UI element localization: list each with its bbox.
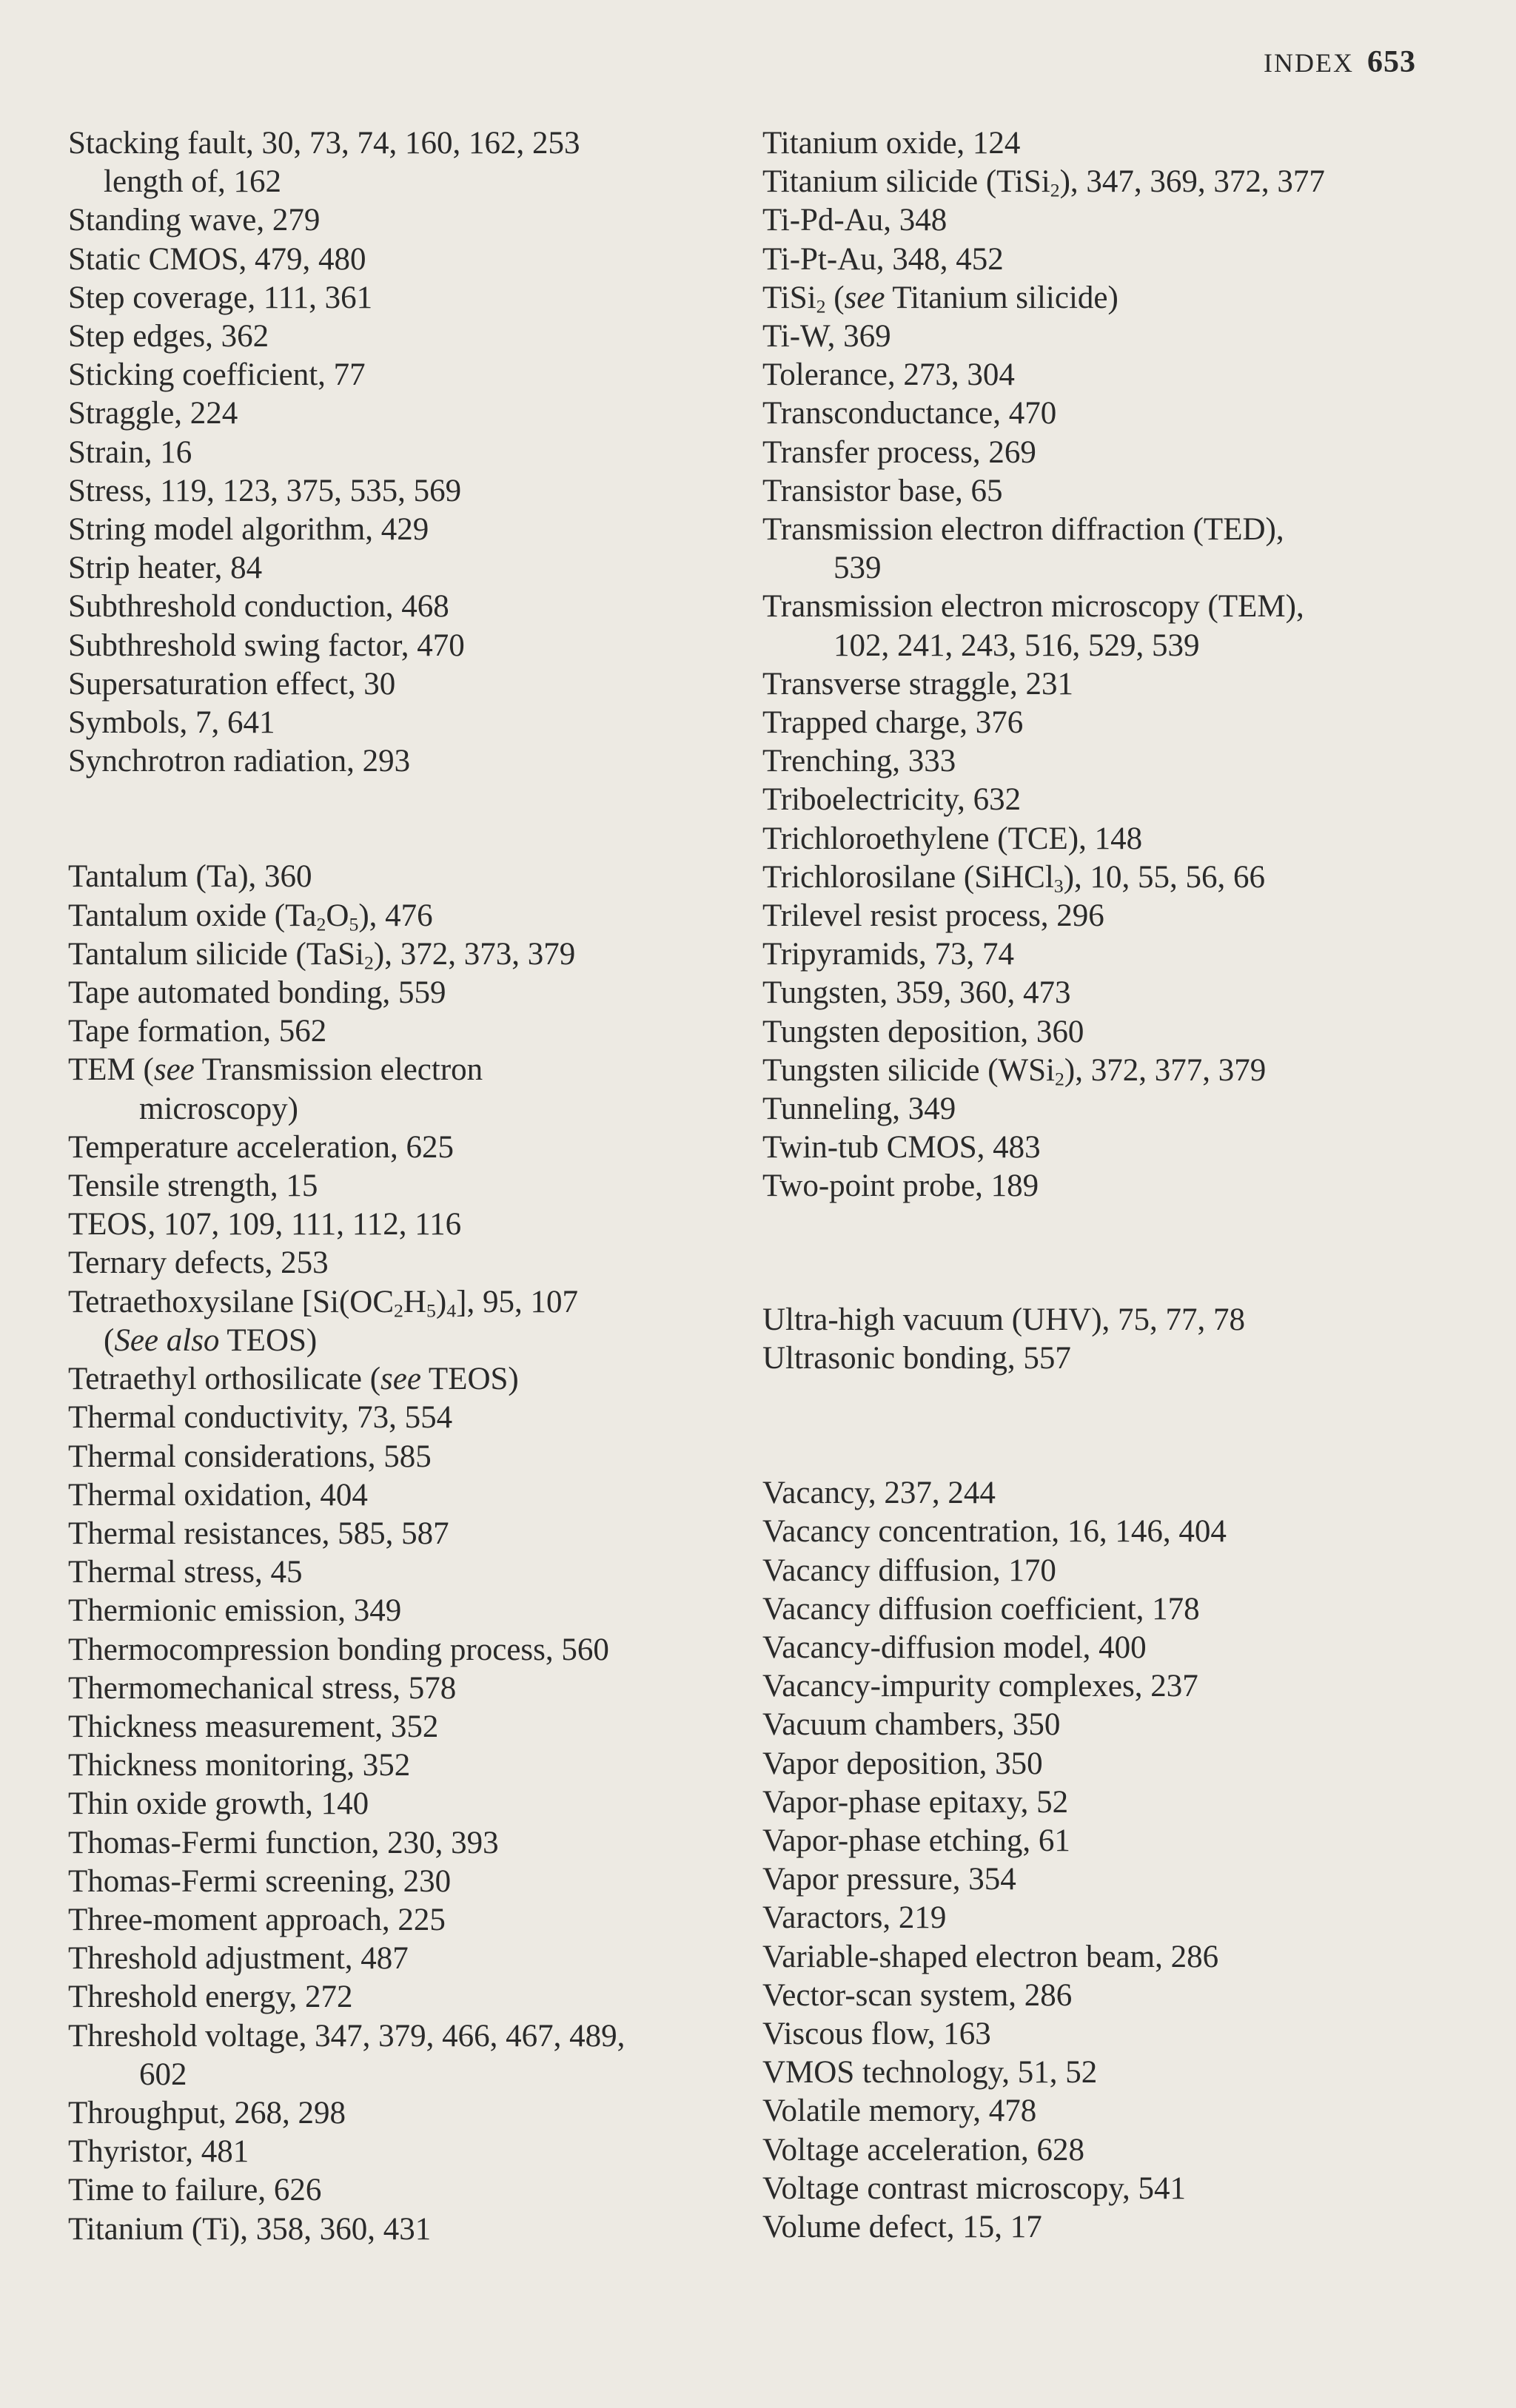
index-entry: Ultra-high vacuum (UHV), 75, 77, 78 — [762, 1302, 1246, 1337]
index-entry: Strip heater, 84 — [68, 551, 263, 586]
index-entry: Tungsten deposition, 360 — [762, 1014, 1084, 1049]
index-entry: Viscous flow, 163 — [762, 2016, 991, 2051]
index-entry: Trapped charge, 376 — [762, 705, 1024, 741]
index-entry: Thermal resistances, 585, 587 — [68, 1516, 449, 1551]
index-entry: Ti-Pd-Au, 348 — [762, 203, 948, 238]
index-entry: Three-moment approach, 225 — [68, 1902, 446, 1937]
index-entry: Subthreshold conduction, 468 — [68, 589, 449, 625]
index-entry: Thermal oxidation, 404 — [68, 1477, 368, 1513]
index-entry-continuation: 102, 241, 243, 516, 529, 539 — [834, 628, 1200, 663]
index-entry: Symbols, 7, 641 — [68, 705, 275, 741]
index-entry: Vacancy-diffusion model, 400 — [762, 1630, 1147, 1665]
index-entry: Vacuum chambers, 350 — [762, 1707, 1061, 1743]
index-entry: Transmission electron microscopy (TEM), — [762, 589, 1304, 625]
index-entry: Transverse straggle, 231 — [762, 666, 1073, 702]
page-number: 653 — [1367, 45, 1416, 79]
index-entry: TEOS, 107, 109, 111, 112, 116 — [68, 1207, 462, 1242]
index-entry: Trilevel resist process, 296 — [762, 898, 1104, 934]
index-entry-continuation: 539 — [834, 551, 882, 586]
index-entry: Two-point probe, 189 — [762, 1168, 1039, 1204]
index-entry: Thomas-Fermi screening, 230 — [68, 1863, 452, 1899]
index-entry: Vapor-phase epitaxy, 52 — [762, 1784, 1069, 1820]
index-entry: Thomas-Fermi function, 230, 393 — [68, 1825, 499, 1860]
section-gap — [762, 1378, 1473, 1474]
index-entry: Vapor deposition, 350 — [762, 1746, 1043, 1781]
index-entry: Stress, 119, 123, 375, 535, 569 — [68, 473, 462, 508]
index-entry: Vacancy, 237, 244 — [762, 1476, 996, 1511]
index-entry: Threshold voltage, 347, 379, 466, 467, 489, — [68, 2018, 625, 2054]
index-entry: Tunneling, 349 — [762, 1092, 956, 1127]
index-column-left — [68, 124, 734, 2249]
index-entry: Transistor base, 65 — [762, 473, 1003, 508]
index-entry: Thermocompression bonding process, 560 — [68, 1632, 609, 1667]
index-entry: Synchrotron radiation, 293 — [68, 744, 411, 779]
index-entry: Transconductance, 470 — [762, 396, 1057, 431]
index-entry: Thickness monitoring, 352 — [68, 1748, 411, 1783]
index-entry: Vapor-phase etching, 61 — [762, 1823, 1070, 1858]
index-entry: Tolerance, 273, 304 — [762, 357, 1015, 393]
index-entry: Transmission electron diffraction (TED), — [762, 512, 1284, 548]
index-entry: Voltage acceleration, 628 — [762, 2132, 1084, 2167]
index-entry: Ternary defects, 253 — [68, 1245, 329, 1281]
index-entry: Tantalum oxide $(Ta_2O_5)$, 476 — [68, 898, 433, 935]
index-entry: Strain, 16 — [68, 434, 192, 470]
index-entry: Tensile strength, 15 — [68, 1168, 318, 1204]
running-head: INDEX — [1264, 48, 1354, 78]
index-entry: Twin-tub CMOS, 483 — [762, 1130, 1041, 1166]
index-entry: Time to failure, 626 — [68, 2173, 322, 2208]
index-entry: Transfer process, 269 — [762, 434, 1036, 470]
index-entry: Trichlorosilane (SiHCl$_3$), 10, 55, 56, 66 — [762, 859, 1266, 897]
index-entry-continuation: 602 — [139, 2056, 187, 2092]
index-cross-reference: (See also TEOS) — [104, 1322, 318, 1358]
index-entry: Tetraethoxysilane $[Si(OC_2H_5)_4]$, 95, 107 — [68, 1284, 578, 1322]
index-entry: Tungsten silicide (WSi$_2$), 372, 377, 379 — [762, 1052, 1267, 1090]
index-entry: Supersaturation effect, 30 — [68, 666, 396, 702]
index-entry: Trichloroethylene (TCE), 148 — [762, 821, 1143, 856]
index-entry: String model algorithm, 429 — [68, 512, 429, 548]
index-entry: Tape formation, 562 — [68, 1014, 327, 1049]
index-entry: Thermal stress, 45 — [68, 1555, 303, 1590]
index-entry: Standing wave, 279 — [68, 203, 321, 238]
index-entry: TiSi$_2$ (see Titanium silicide) — [762, 280, 1118, 317]
index-entry: Thermionic emission, 349 — [68, 1593, 402, 1629]
index-column-right — [762, 124, 1473, 2247]
index-entry: Tungsten, 359, 360, 473 — [762, 975, 1071, 1011]
index-entry: Subthreshold swing factor, 470 — [68, 628, 465, 663]
index-entry: Trenching, 333 — [762, 744, 956, 779]
index-entry: Tetraethyl orthosilicate (see TEOS) — [68, 1362, 519, 1397]
index-entry: Tantalum silicide (TaSi$_2$), 372, 373, 379 — [68, 936, 576, 974]
page-header — [1264, 44, 1416, 80]
index-entry: Thickness measurement, 352 — [68, 1709, 439, 1744]
index-entry: Tape automated bonding, 559 — [68, 975, 446, 1011]
section-gap — [762, 1206, 1473, 1301]
index-entry: Threshold adjustment, 487 — [68, 1941, 409, 1977]
index-entry: Step edges, 362 — [68, 319, 269, 354]
index-entry: Stacking fault, 30, 73, 74, 160, 162, 253 — [68, 126, 580, 161]
index-entry: Voltage contrast microscopy, 541 — [762, 2170, 1187, 2206]
index-entry: Varactors, 219 — [762, 1900, 947, 1936]
index-entry: TEM (see Transmission electron — [68, 1052, 483, 1088]
index-entry: Vacancy-impurity complexes, 237 — [762, 1669, 1198, 1704]
index-entry: Titanium (Ti), 358, 360, 431 — [68, 2211, 432, 2247]
index-entry: Triboelectricity, 632 — [762, 782, 1022, 818]
index-entry: Static CMOS, 479, 480 — [68, 241, 366, 277]
index-entry: Thermomechanical stress, 578 — [68, 1670, 457, 1706]
index-entry: Titanium oxide, 124 — [762, 126, 1021, 161]
index-entry: Tantalum (Ta), 360 — [68, 859, 312, 895]
index-entry: Volume defect, 15, 17 — [762, 2209, 1042, 2244]
index-entry: Tripyramids, 73, 74 — [762, 937, 1015, 972]
index-subentry: length of, 162 — [104, 164, 282, 200]
index-entry: Thyristor, 481 — [68, 2134, 249, 2170]
index-entry: Titanium silicide (TiSi$_2$), 347, 369, 372, 377 — [762, 164, 1325, 201]
index-entry-continuation: microscopy) — [139, 1091, 298, 1126]
index-entry: Sticking coefficient, 77 — [68, 357, 366, 393]
index-entry: Thin oxide growth, 140 — [68, 1786, 369, 1822]
index-entry: Ti-W, 369 — [762, 319, 891, 354]
index-entry: Step coverage, 111, 361 — [68, 280, 373, 315]
index-entry: Vector-scan system, 286 — [762, 1977, 1073, 2013]
index-entry: Temperature acceleration, 625 — [68, 1129, 455, 1165]
index-entry: Thermal conductivity, 73, 554 — [68, 1400, 453, 1436]
index-entry: Vacancy diffusion, 170 — [762, 1553, 1056, 1588]
index-entry: Vapor pressure, 354 — [762, 1862, 1016, 1897]
index-entry: Throughput, 268, 298 — [68, 2095, 346, 2130]
index-entry: VMOS technology, 51, 52 — [762, 2055, 1098, 2091]
index-entry: Ti-Pt-Au, 348, 452 — [762, 241, 1004, 277]
index-entry: Thermal considerations, 585 — [68, 1439, 432, 1474]
index-entry: Straggle, 224 — [68, 396, 238, 431]
index-entry: Ultrasonic bonding, 557 — [762, 1340, 1071, 1376]
index-entry: Vacancy diffusion coefficient, 178 — [762, 1591, 1200, 1627]
index-entry: Volatile memory, 478 — [762, 2093, 1037, 2129]
index-entry: Variable-shaped electron beam, 286 — [762, 1939, 1219, 1974]
index-entry: Vacancy concentration, 16, 146, 404 — [762, 1514, 1227, 1550]
index-entry: Threshold energy, 272 — [68, 1980, 353, 2015]
section-gap — [68, 781, 734, 858]
